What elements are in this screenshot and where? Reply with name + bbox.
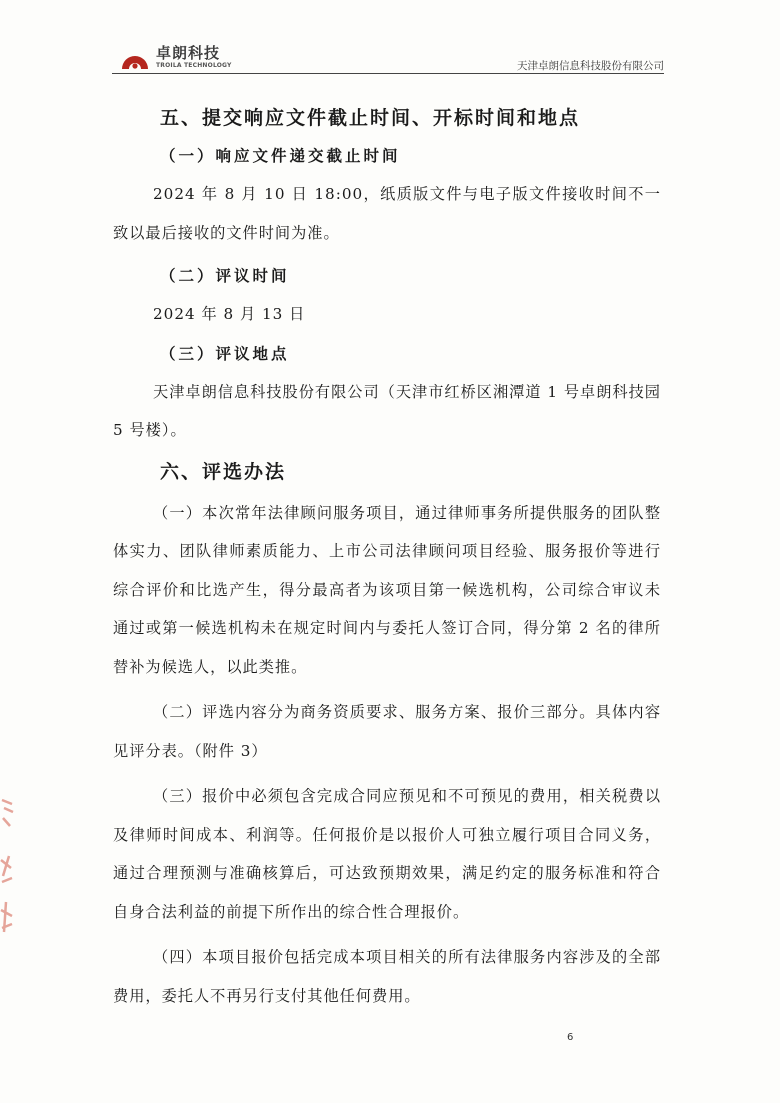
section-5-2-text: 2024 年 8 月 13 日 <box>153 305 306 323</box>
header-company-name: 天津卓朗信息科技股份有限公司 <box>517 60 664 72</box>
header-divider <box>112 73 664 74</box>
section-5-1-title: （一）响应文件递交截止时间 <box>160 146 401 165</box>
page-number: 6 <box>567 1032 574 1043</box>
section-6-para-3: （三）报价中必须包含完成合同应预见和不可预见的费用，相关税费以及律师时间成本、利润等。任何报价是以报价人可独立履行项目合同义务，通过合理预测与准确核算后，可达致预期效果，满足约定的服务标准和符合自身合法利益的前提下所作出的综合性合理报价。 <box>113 787 661 921</box>
section-6-title: 六、评选办法 <box>160 460 287 483</box>
logo-text-cn: 卓朗科技 <box>156 44 221 62</box>
page-header <box>112 38 664 74</box>
section-5-3-title: （三）评议地点 <box>160 343 290 363</box>
section-6-para-2: （二）评选内容分为商务资质要求、服务方案、报价三部分。具体内容见评分表。（附件 3） <box>113 703 661 760</box>
section-6-para-4: （四）本项目报价包括完成本项目相关的所有法律服务内容涉及的全部费用，委托人不再另行支付其他任何费用。 <box>113 948 661 1005</box>
seal-fragment <box>0 790 16 950</box>
section-5-3-text: 天津卓朗信息科技股份有限公司（天津市红桥区湘潭道 1 号卓朗科技园 5 号楼）。 <box>113 382 661 439</box>
logo-text-en: TROILA TECHNOLOGY <box>156 62 232 69</box>
document-body <box>113 100 661 1015</box>
section-5-title: 五、提交响应文件截止时间、开标时间和地点 <box>160 107 581 129</box>
troila-logo-icon <box>118 42 152 72</box>
section-6-para-1: （一）本次常年法律顾问服务项目，通过律师事务所提供服务的团队整体实力、团队律师素质能力、上市公司法律顾问项目经验、服务报价等进行综合评价和比选产生，得分最高者为该项目第一候选机构，公司综合审议未通过或第一候选机构未在规定时间内与委托人签订合同，得分第 2 名的律所替补为候选人，以此类推。 <box>113 503 661 676</box>
section-5-2-title: （二）评议时间 <box>160 266 290 285</box>
section-5-1-text: 2024 年 8 月 10 日 18:00，纸质版文件与电子版文件接收时间不一致以最后接收的文件时间为准。 <box>113 185 661 242</box>
